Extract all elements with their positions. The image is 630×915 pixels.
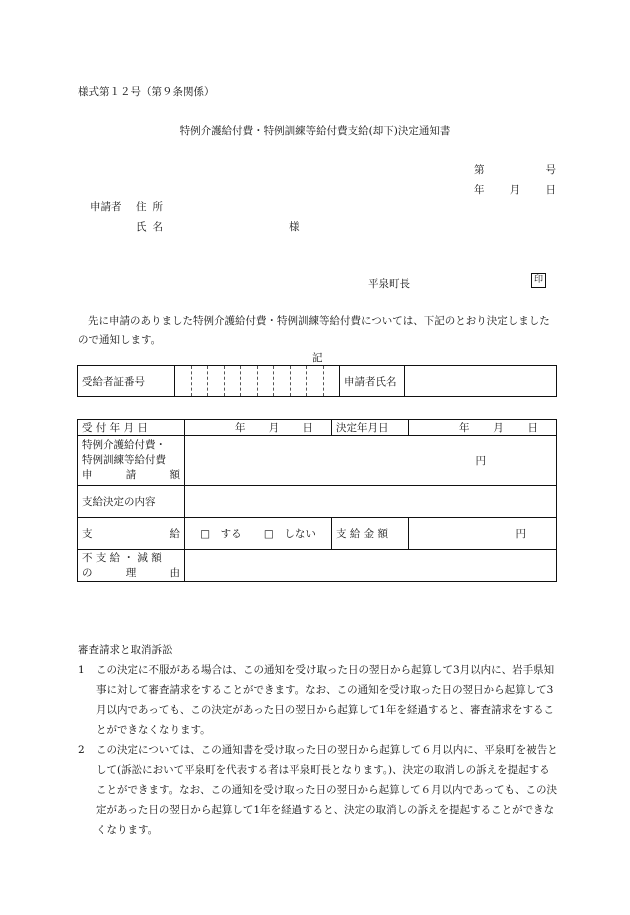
cert-no-cells [175,366,340,397]
reason-value [185,550,557,582]
amount-label-char: 額 [169,469,180,481]
amount-label-line1: 特例介護給付費・ [82,439,166,451]
payment-amount-value [409,518,557,550]
reason-label [78,550,185,582]
cert-digit-cell [307,366,324,396]
decision-month: 月 [493,422,504,434]
received-day: 日 [302,422,313,434]
decision-year: 年 [459,422,470,434]
number-suffix: 号 [545,164,556,176]
yen-unit: 円 [475,455,486,467]
date-year: 年 [474,184,485,196]
review-item [78,740,558,840]
seal-stamp: 印 [531,273,546,288]
decision-content-value [185,486,557,518]
document-title: 特例介護給付費・特例訓練等給付費支給(却下)決定通知書 [179,125,451,137]
name-label: 氏名 [136,221,169,233]
requested-amount-label [78,436,185,486]
received-date-label: 受 付 年 月 日 [78,420,185,436]
option-pay-checkbox[interactable]: □ する [200,528,242,540]
review-item-number: 1 [78,664,85,676]
applicant-name-value [405,366,557,397]
amount-label-line3 [82,468,180,483]
notice-paragraph [78,312,558,350]
review-item-number: 2 [78,744,85,756]
requested-amount-value [185,436,557,486]
decision-date-label: 決定年月日 [332,420,409,436]
cert-digit-cell [274,366,291,396]
reason-label-line1: 不 支 給 ・ 減 額 [82,551,162,564]
payment-label [78,518,185,550]
review-item-text: この決定については、この通知書を受け取った日の翌日から起算して６月以内に、平泉町を被告として(訴訟において平泉町を代表する者は平泉町長となります。)、決定の取消しの訴えを提起することができます。なお、この通知を受け取った日の翌日から起算して６月以内であっても、この決定があった日の翌日から起算して1年を経過すると、決定の取消しの訴えを提起することができなくなります。 [96,744,558,836]
yen-unit: 円 [515,528,526,540]
cert-digit-cell [258,366,275,396]
cert-digit-cell [192,366,209,396]
reason-label-line2 [82,566,180,581]
recipient-table [77,365,557,397]
decision-day: 日 [527,422,538,434]
document-number-line [474,162,556,177]
amount-label-char: 請 [125,469,137,481]
received-month: 月 [268,422,280,434]
review-section-title: 審査請求と取消訴訟 [78,644,173,656]
honorific: 様 [289,221,300,233]
decision-date-value [409,420,557,436]
decision-table [77,419,557,582]
cert-digit-cell [291,366,308,396]
applicant-label: 申請者 [90,201,122,213]
review-item-text: この決定に不服がある場合は、この通知を受け取った日の翌日から起算して3月以内に、岩手県知事に対して審査請求をすることができます。なお、この通知を受け取った日の翌日から起算して3月以内であっても、この決定があった日の翌日から起算して1年を経過すると、審査請求をすることができなくなります。 [96,664,555,736]
payment-options [185,518,332,550]
reason-label-char: 由 [169,566,180,579]
payment-label-char: 支 [82,528,93,540]
payment-amount-label: 支 給 金 額 [332,518,409,550]
decision-content-label: 支給決定の内容 [78,486,185,518]
ki-marker: 記 [312,352,323,364]
date-day: 日 [545,184,556,196]
review-section [78,660,558,840]
review-item [78,660,558,740]
notice-text: 先に申請のありました特例介護給付費・特例訓練等給付費については、下記のとおり決定しましたので通知します。 [78,315,550,346]
payment-label-char: 給 [169,528,180,540]
option-no-pay-checkbox[interactable]: □ しない [263,528,316,540]
cert-digit-cell [241,366,258,396]
issue-date-line [474,182,556,197]
number-prefix: 第 [474,164,485,176]
received-year: 年 [235,422,246,434]
form-number: 様式第１２号（第９条関係） [78,86,215,98]
issuer-title: 平泉町長 [368,278,410,290]
received-date-value [185,420,332,436]
cert-digit-cell [175,366,192,396]
reason-label-char: 理 [125,566,137,579]
cert-digit-cell [225,366,242,396]
cert-digit-cell [208,366,225,396]
address-label: 住所 [136,201,169,213]
date-month: 月 [509,184,521,196]
amount-label-char: 申 [82,469,93,481]
cert-digit-cell [324,366,340,396]
amount-label-line2: 特例訓練等給付費 [82,454,166,466]
applicant-name-label: 申請者氏名 [340,366,405,397]
cert-no-label: 受給者証番号 [78,366,175,397]
reason-label-char: の [82,566,93,579]
